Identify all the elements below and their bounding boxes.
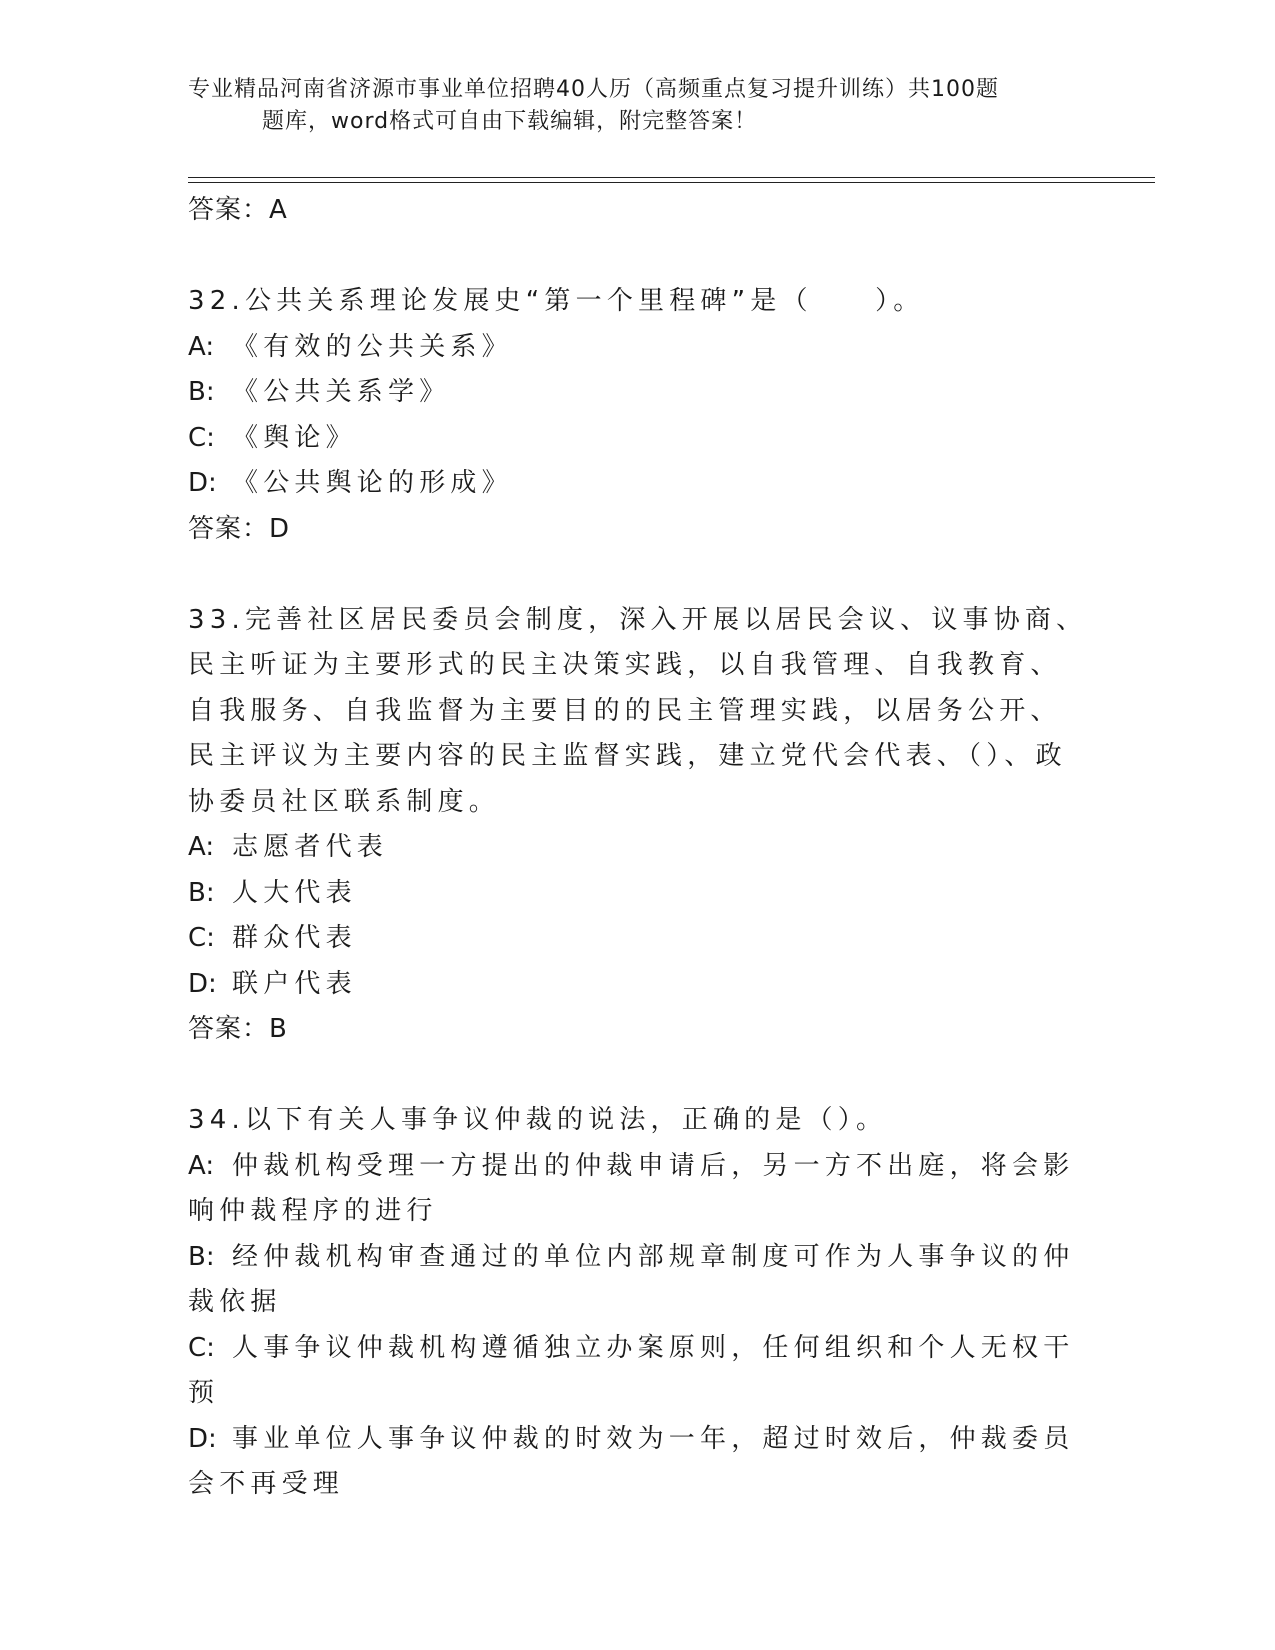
option-a [188, 325, 1088, 371]
question-stem: 32.公共关系理论发展史“第一个里程碑”是（ ）。 [188, 286, 925, 316]
option-b [188, 1235, 1088, 1326]
option-text: 《舆论》 [232, 422, 357, 453]
question-block [188, 1098, 1088, 1508]
option-a [188, 825, 1088, 871]
option-text: 《公共舆论的形成》 [232, 468, 513, 498]
option-text: 群众代表 [232, 923, 357, 953]
option-text: 事业单位人事争议仲裁的时效为一年，超过时效后，仲裁委员会不再受理 [188, 1423, 1075, 1499]
option-d [188, 461, 1088, 507]
spacer [188, 552, 1088, 598]
option-a [188, 1144, 1088, 1235]
spacer [188, 233, 1088, 279]
option-text: 《有效的公共关系》 [232, 331, 513, 362]
option-c [188, 416, 1088, 462]
option-key: B: [188, 1241, 215, 1272]
option-key: A: [188, 331, 215, 362]
option-b [188, 871, 1088, 917]
option-key: C: [188, 422, 215, 453]
option-text: 联户代表 [232, 968, 357, 999]
page-header [188, 74, 1068, 138]
option-key: B: [188, 377, 215, 407]
option-key: C: [188, 923, 215, 953]
header-divider-bottom [188, 182, 1155, 183]
header-divider-top [188, 177, 1155, 178]
option-c [188, 916, 1088, 962]
spacer [188, 1052, 1088, 1098]
option-key: D: [188, 1423, 217, 1454]
option-c [188, 1326, 1088, 1417]
header-title-line-2: 题库，word格式可自由下载编辑，附完整答案！ [262, 109, 758, 134]
option-text: 人事争议仲裁机构遵循独立办案原则，任何组织和个人无权干预 [188, 1332, 1075, 1408]
question-block [188, 279, 1088, 552]
option-text: 仲裁机构受理一方提出的仲裁申请后，另一方不出庭，将会影响仲裁程序的进行 [188, 1150, 1075, 1226]
previous-answer: 答案：A [188, 195, 288, 225]
option-d [188, 1417, 1088, 1508]
question-stem: 33.完善社区居民委员会制度，深入开展以居民会议、议事协商、民主听证为主要形式的民主决策实践，以自我管理、自我教育、自我服务、自我监督为主要目的的民主管理实践，以居务公开、民主评议为主要内容的民主监督实践，建立党代会代表、（）、政协委员社区联系制度。 [188, 604, 1088, 817]
option-key: C: [188, 1332, 215, 1363]
option-text: 经仲裁机构审查通过的单位内部规章制度可作为人事争议的仲裁依据 [188, 1241, 1075, 1317]
question-list [188, 188, 1088, 1508]
question-block [188, 598, 1088, 1053]
question-answer: 答案：B [188, 1014, 288, 1044]
option-b [188, 370, 1088, 416]
option-key: A: [188, 832, 215, 862]
option-key: A: [188, 1150, 215, 1181]
header-title-line-1: 专业精品河南省济源市事业单位招聘40人历（高频重点复习提升训练）共100题 [188, 77, 999, 102]
question-stem: 34.以下有关人事争议仲裁的说法，正确的是（）。 [188, 1105, 888, 1135]
question-answer: 答案：D [188, 513, 291, 544]
option-text: 志愿者代表 [232, 832, 389, 862]
option-key: D: [188, 968, 217, 999]
option-key: D: [188, 468, 217, 498]
option-key: B: [188, 877, 215, 908]
option-d [188, 962, 1088, 1008]
option-text: 人大代表 [232, 877, 357, 908]
option-text: 《公共关系学》 [232, 377, 451, 407]
